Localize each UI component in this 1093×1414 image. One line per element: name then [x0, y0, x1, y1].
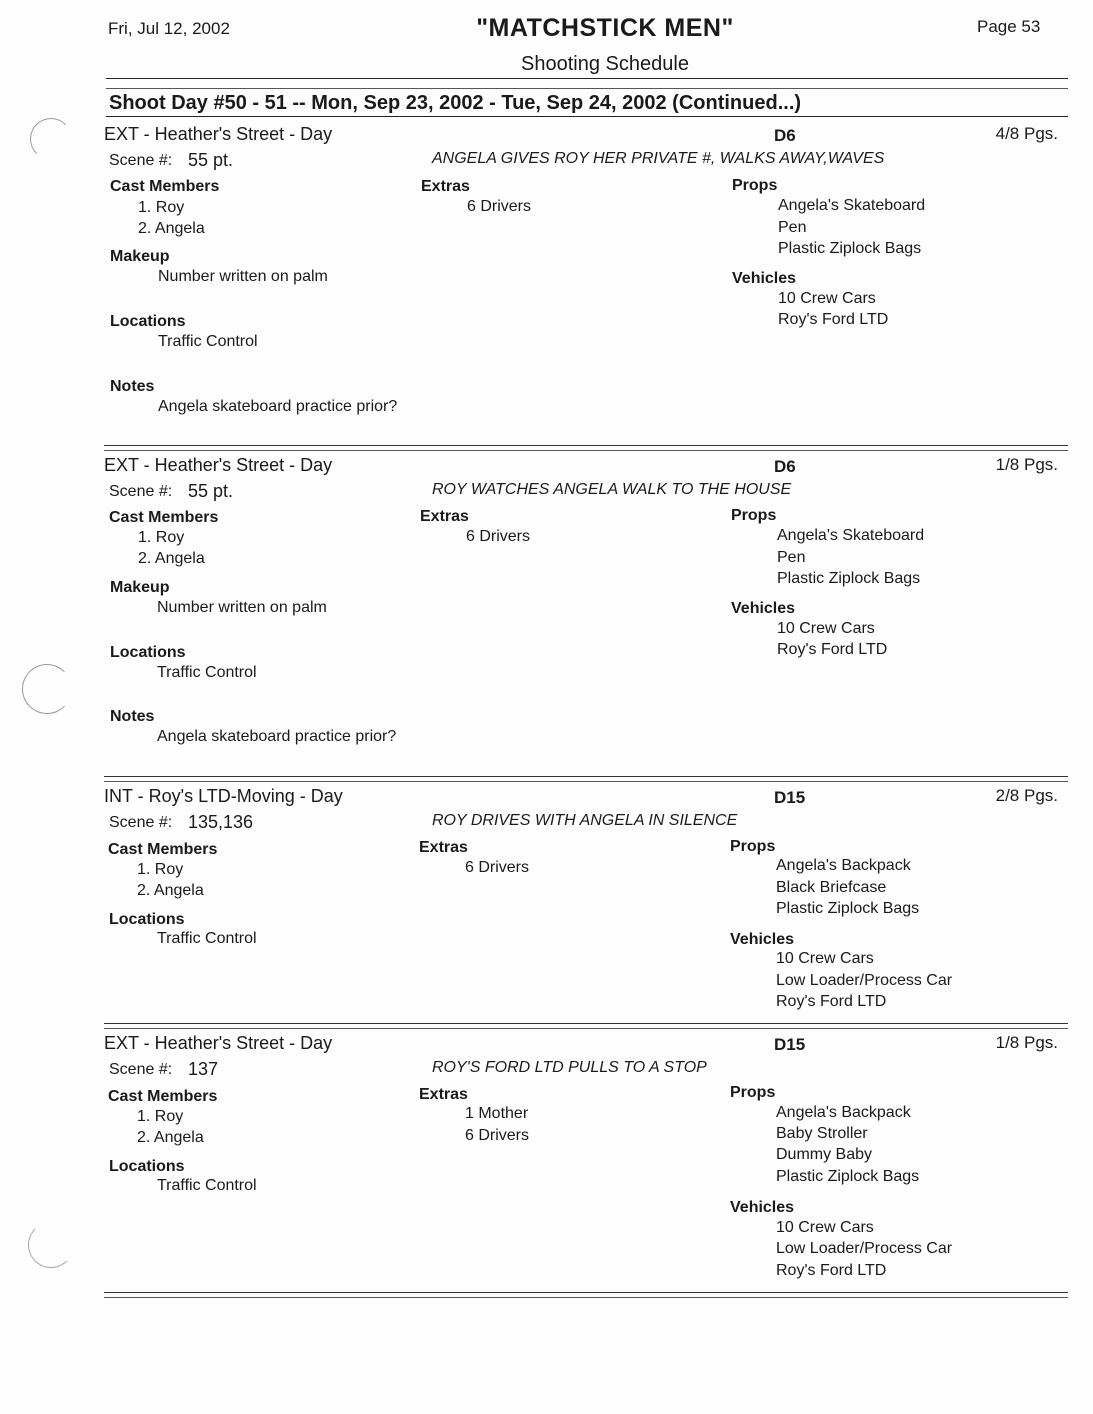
makeup-heading: Makeup — [110, 248, 170, 265]
scene-number: 135,136 — [188, 812, 254, 832]
scene-divider — [104, 1292, 1068, 1298]
scene-divider — [104, 445, 1068, 451]
story-day: D15 — [774, 788, 806, 807]
cast-member: 1. Roy — [138, 199, 185, 216]
page-number: Page 53 — [977, 17, 1041, 36]
note-item: Angela skateboard practice prior? — [157, 728, 397, 745]
cast-member: 1. Roy — [137, 861, 184, 878]
makeup-heading: Makeup — [110, 579, 170, 596]
hole-punch-bottom — [28, 1222, 74, 1268]
scene-number: 137 — [188, 1059, 219, 1079]
locations-heading: Locations — [110, 644, 186, 661]
scene-setting: EXT - Heather's Street - Day — [104, 455, 333, 475]
cast-heading: Cast Members — [108, 1088, 218, 1105]
vehicle-item: 10 Crew Cars — [777, 620, 875, 637]
prop-item: Pen — [777, 549, 806, 566]
location-item: Traffic Control — [157, 930, 257, 947]
production-title: "MATCHSTICK MEN" — [476, 14, 734, 42]
shoot-day-heading: Shoot Day #50 - 51 -- Mon, Sep 23, 2002 - Tue, Sep 24, 2002 (Continued...) — [109, 92, 802, 114]
location-item: Traffic Control — [158, 333, 258, 350]
location-item: Traffic Control — [157, 664, 257, 681]
prop-item: Plastic Ziplock Bags — [778, 240, 922, 257]
prop-item: Angela's Backpack — [776, 1104, 911, 1121]
vehicle-item: 10 Crew Cars — [776, 1219, 874, 1236]
prop-item: Angela's Skateboard — [778, 197, 926, 214]
locations-heading: Locations — [110, 313, 186, 330]
extras-heading: Extras — [421, 178, 470, 195]
extras-heading: Extras — [419, 1086, 468, 1103]
story-day: D15 — [774, 1035, 806, 1054]
extras-item: 6 Drivers — [465, 1127, 530, 1144]
extras-item: 6 Drivers — [467, 198, 532, 215]
prop-item: Angela's Backpack — [776, 857, 911, 874]
props-heading: Props — [731, 507, 777, 524]
prop-item: Dummy Baby — [776, 1146, 873, 1163]
scene-divider — [104, 1023, 1068, 1029]
cast-heading: Cast Members — [110, 178, 220, 195]
header-rule-2 — [106, 88, 1068, 89]
day-heading-rule — [106, 116, 1068, 117]
page-count: 2/8 Pgs. — [995, 786, 1058, 805]
vehicles-heading: Vehicles — [731, 600, 796, 617]
scene-number-label: Scene #: — [109, 483, 173, 500]
vehicle-item: 10 Crew Cars — [778, 290, 876, 307]
notes-heading: Notes — [110, 378, 155, 395]
hole-punch-middle — [22, 664, 72, 714]
prop-item: Plastic Ziplock Bags — [776, 1168, 920, 1185]
cast-member: 2. Angela — [138, 220, 205, 237]
extras-item: 1 Mother — [465, 1105, 529, 1122]
header-rule — [106, 78, 1068, 79]
props-heading: Props — [732, 177, 778, 194]
hole-punch-top — [30, 118, 72, 160]
makeup-item: Number written on palm — [157, 599, 327, 616]
scene-number-label: Scene #: — [109, 1061, 173, 1078]
locations-heading: Locations — [109, 911, 185, 928]
vehicles-heading: Vehicles — [730, 1199, 795, 1216]
vehicle-item: Low Loader/Process Car — [776, 972, 953, 989]
prop-item: Plastic Ziplock Bags — [777, 570, 921, 587]
props-heading: Props — [730, 838, 776, 855]
extras-heading: Extras — [420, 508, 469, 525]
scene-setting: EXT - Heather's Street - Day — [104, 1033, 333, 1053]
scene-setting: INT - Roy's LTD-Moving - Day — [104, 786, 343, 806]
vehicle-item: Roy's Ford LTD — [778, 311, 889, 328]
report-date: Fri, Jul 12, 2002 — [108, 19, 230, 38]
page-count: 1/8 Pgs. — [995, 1033, 1058, 1052]
story-day: D6 — [774, 126, 796, 145]
scene-synopsis: ROY'S FORD LTD PULLS TO A STOP — [432, 1059, 707, 1076]
scene-number-label: Scene #: — [109, 152, 173, 169]
scene-number-label: Scene #: — [109, 814, 173, 831]
scene-number: 55 pt. — [188, 481, 234, 501]
vehicle-item: Roy's Ford LTD — [776, 1262, 887, 1279]
vehicles-heading: Vehicles — [732, 270, 797, 287]
vehicle-item: 10 Crew Cars — [776, 950, 874, 967]
cast-member: 2. Angela — [137, 882, 204, 899]
scene-divider — [104, 776, 1068, 782]
cast-heading: Cast Members — [109, 509, 219, 526]
scene-number: 55 pt. — [188, 150, 234, 170]
vehicle-item: Roy's Ford LTD — [776, 993, 887, 1010]
prop-item: Angela's Skateboard — [777, 527, 925, 544]
extras-heading: Extras — [419, 839, 468, 856]
prop-item: Black Briefcase — [776, 879, 887, 896]
prop-item: Baby Stroller — [776, 1125, 868, 1142]
props-heading: Props — [730, 1084, 776, 1101]
vehicles-heading: Vehicles — [730, 931, 795, 948]
vehicle-item: Roy's Ford LTD — [777, 641, 888, 658]
page-count: 1/8 Pgs. — [995, 455, 1058, 474]
prop-item: Pen — [778, 219, 807, 236]
notes-heading: Notes — [110, 708, 155, 725]
cast-member: 2. Angela — [138, 550, 205, 567]
cast-member: 1. Roy — [137, 1108, 184, 1125]
locations-heading: Locations — [109, 1158, 185, 1175]
extras-item: 6 Drivers — [466, 528, 531, 545]
cast-member: 1. Roy — [138, 529, 185, 546]
story-day: D6 — [774, 457, 796, 476]
scene-setting: EXT - Heather's Street - Day — [104, 124, 333, 144]
location-item: Traffic Control — [157, 1177, 257, 1194]
page-count: 4/8 Pgs. — [995, 124, 1058, 143]
scene-synopsis: ANGELA GIVES ROY HER PRIVATE #, WALKS AWAY,WAVES — [432, 150, 885, 167]
vehicle-item: Low Loader/Process Car — [776, 1240, 953, 1257]
report-subtitle: Shooting Schedule — [521, 53, 689, 75]
scene-synopsis: ROY DRIVES WITH ANGELA IN SILENCE — [432, 812, 738, 829]
prop-item: Plastic Ziplock Bags — [776, 900, 920, 917]
extras-item: 6 Drivers — [465, 859, 530, 876]
makeup-item: Number written on palm — [158, 268, 328, 285]
note-item: Angela skateboard practice prior? — [158, 398, 398, 415]
scene-synopsis: ROY WATCHES ANGELA WALK TO THE HOUSE — [432, 481, 792, 498]
cast-member: 2. Angela — [137, 1129, 204, 1146]
cast-heading: Cast Members — [108, 841, 218, 858]
